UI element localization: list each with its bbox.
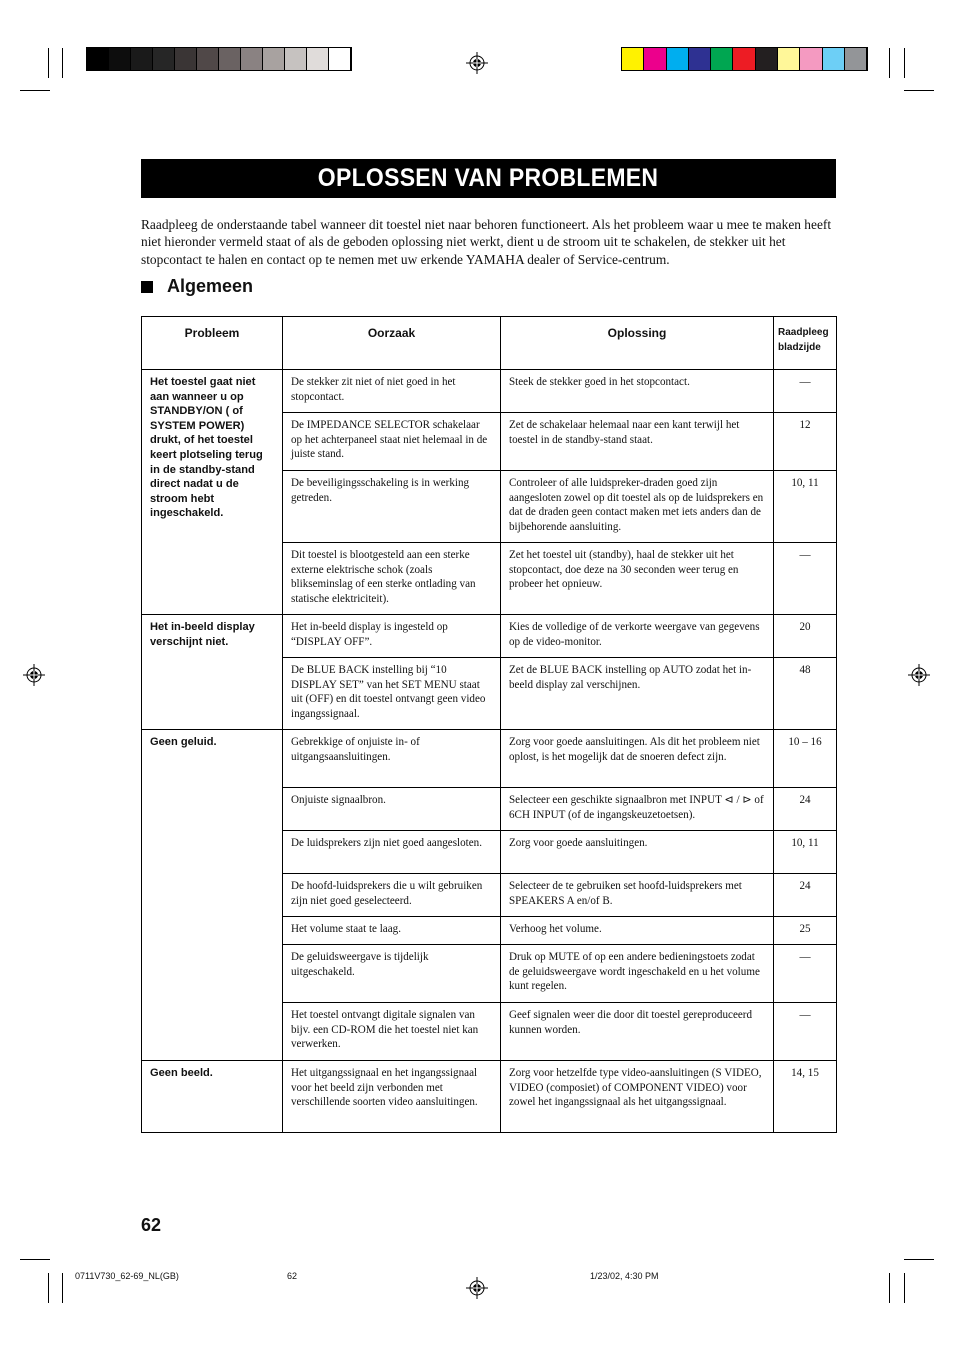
solution-cell: Selecteer de te gebruiken set hoofd-luidsprekers met SPEAKERS A en/of B.: [501, 874, 774, 917]
crop-mark: [904, 48, 905, 78]
solution-cell: Zet de BLUE BACK instelling op AUTO zodat het in-beeld display zal verschijnen.: [501, 658, 774, 730]
color-swatch: [845, 48, 867, 70]
square-bullet-icon: [141, 281, 153, 293]
reference-cell: 12: [774, 413, 837, 471]
crop-mark: [20, 1259, 50, 1260]
page-title-bar: [141, 159, 836, 198]
color-swatch: [644, 48, 666, 70]
header-reference-line2: bladzijde: [778, 342, 821, 353]
color-swatch: [689, 48, 711, 70]
reference-cell: 24: [774, 788, 837, 831]
intro-paragraph: Raadpleeg de onderstaande tabel wanneer dit toestel niet naar behoren functioneert. Als het probleem waar u mee te maken heeft niet hieronder vermeld staat of als de geboden oplossing niet werkt, dient u de stroom uit te schakelen, de stekker uit het stopcontact te halen en contact op te nemen met uw erkende YAMAHA dealer of Service-centrum.: [141, 217, 832, 267]
table-row: [142, 615, 837, 658]
color-swatch: [131, 48, 153, 70]
registration-mark-icon: [466, 1277, 488, 1299]
cause-cell: De hoofd-luidsprekers die u wilt gebruiken zijn niet goed geselecteerd.: [283, 874, 501, 917]
section-title: Algemeen: [167, 276, 254, 296]
reference-cell: —: [774, 945, 837, 1003]
cause-cell: Dit toestel is blootgesteld aan een sterke externe elektrische schok (zoals blikseminslag of een sterke ontlading van statische elektriciteit).: [283, 543, 501, 615]
cause-cell: Het in-beeld display is ingesteld op “DISPLAY OFF”.: [283, 615, 501, 658]
crop-mark: [62, 1273, 63, 1303]
page-title: OPLOSSEN VAN PROBLEMEN: [318, 164, 659, 192]
footer-date: 1/23/02, 4:30 PM: [590, 1271, 659, 1281]
cause-cell: Het volume staat te laag.: [283, 917, 501, 945]
reference-cell: —: [774, 1003, 837, 1061]
cause-cell: De beveiligingsschakeling is in werking getreden.: [283, 471, 501, 543]
solution-cell: Zorg voor goede aansluitingen.: [501, 831, 774, 874]
reference-cell: —: [774, 543, 837, 615]
cause-cell: Onjuiste signaalbron.: [283, 788, 501, 831]
table-row: [142, 1061, 837, 1133]
solution-cell: Steek de stekker goed in het stopcontact.: [501, 370, 774, 413]
crop-mark: [904, 1259, 934, 1260]
header-solution: Oplossing: [501, 317, 774, 370]
color-swatch: [307, 48, 329, 70]
footer-page: 62: [287, 1271, 298, 1281]
table-header-row: [142, 317, 837, 370]
solution-cell: Zet het toestel uit (standby), haal de stekker uit het stopcontact, doe deze na 30 seconden weer terug en probeer het opnieuw.: [501, 543, 774, 615]
process-color-bar: [621, 47, 868, 71]
crop-mark: [48, 48, 49, 78]
crop-mark: [20, 90, 50, 91]
table-row: [142, 370, 837, 413]
cause-cell: Het uitgangssignaal en het ingangssignaal voor het beeld zijn verbonden met verschillende soorten video aansluitingen.: [283, 1061, 501, 1133]
color-swatch: [823, 48, 845, 70]
reference-cell: 10 – 16: [774, 730, 837, 788]
grayscale-color-bar: [86, 47, 352, 71]
header-reference: [774, 317, 837, 370]
reference-cell: —: [774, 370, 837, 413]
footer-file: 0711V730_62-69_NL(GB): [75, 1271, 179, 1281]
reference-cell: 20: [774, 615, 837, 658]
color-swatch: [197, 48, 219, 70]
solution-cell: Geef signalen weer die door dit toestel gereproduceerd kunnen worden.: [501, 1003, 774, 1061]
reference-cell: 10, 11: [774, 831, 837, 874]
solution-cell: Zet de schakelaar helemaal naar een kant terwijl het toestel in de standby-stand staat.: [501, 413, 774, 471]
color-swatch: [329, 48, 351, 70]
color-swatch: [622, 48, 644, 70]
color-swatch: [756, 48, 778, 70]
crop-mark: [904, 90, 934, 91]
table-row: [142, 730, 837, 788]
color-swatch: [800, 48, 822, 70]
problem-cell: Het in-beeld display verschijnt niet.: [142, 615, 283, 730]
header-reference-line1: Raadpleeg: [778, 327, 829, 338]
solution-cell: Druk op MUTE of op een andere bedieningstoets zodat de geluidsweergave wordt ingeschakeld en u het volume kunt regelen.: [501, 945, 774, 1003]
crop-mark: [889, 48, 890, 78]
color-swatch: [175, 48, 197, 70]
color-swatch: [285, 48, 307, 70]
problem-cell: Geen beeld.: [142, 1061, 283, 1133]
crop-mark: [48, 1273, 49, 1303]
color-swatch: [263, 48, 285, 70]
registration-mark-icon: [466, 52, 488, 74]
crop-mark: [889, 1273, 890, 1303]
cause-cell: De BLUE BACK instelling bij “10 DISPLAY SET” van het SET MENU staat uit (OFF) en dit toestel ontvangt geen video ingangssignaal.: [283, 658, 501, 730]
color-swatch: [733, 48, 755, 70]
section-heading: [141, 276, 253, 297]
registration-mark-icon: [23, 664, 45, 686]
solution-cell: Kies de volledige of de verkorte weergave van gegevens op de video-monitor.: [501, 615, 774, 658]
color-swatch: [241, 48, 263, 70]
problem-cell: Het toestel gaat niet aan wanneer u op STANDBY/ON ( of SYSTEM POWER) drukt, of het toestel keert plotseling terug in de standby-stand direct nadat u de stroom hebt ingeschakeld.: [142, 370, 283, 615]
registration-mark-icon: [908, 664, 930, 686]
reference-cell: 48: [774, 658, 837, 730]
cause-cell: De geluidsweergave is tijdelijk uitgeschakeld.: [283, 945, 501, 1003]
solution-cell: Zorg voor hetzelfde type video-aansluitingen (S VIDEO, VIDEO (composiet) of COMPONENT VIDEO) voor zowel het ingangssignaal als het uitgangssignaal.: [501, 1061, 774, 1133]
reference-cell: 10, 11: [774, 471, 837, 543]
cause-cell: De IMPEDANCE SELECTOR schakelaar op het achterpaneel staat niet helemaal in de juiste stand.: [283, 413, 501, 471]
crop-mark: [904, 1273, 905, 1303]
solution-cell: Zorg voor goede aansluitingen. Als dit het probleem niet oplost, is het mogelijk dat de snoeren defect zijn.: [501, 730, 774, 788]
reference-cell: 14, 15: [774, 1061, 837, 1133]
color-swatch: [153, 48, 175, 70]
solution-cell: Selecteer een geschikte signaalbron met INPUT ⊲ / ⊳ of 6CH INPUT (of de ingangskeuzetoetsen).: [501, 788, 774, 831]
cause-cell: Gebrekkige of onjuiste in- of uitgangsaansluitingen.: [283, 730, 501, 788]
color-swatch: [87, 48, 109, 70]
cause-cell: De stekker zit niet of niet goed in het stopcontact.: [283, 370, 501, 413]
header-problem: Probleem: [142, 317, 283, 370]
cause-cell: Het toestel ontvangt digitale signalen van bijv. een CD-ROM die het toestel niet kan verwerken.: [283, 1003, 501, 1061]
color-swatch: [778, 48, 800, 70]
color-swatch: [109, 48, 131, 70]
page-number: 62: [141, 1215, 162, 1235]
header-cause: Oorzaak: [283, 317, 501, 370]
crop-mark: [62, 48, 63, 78]
solution-cell: Controleer of alle luidspreker-draden goed zijn aangesloten zowel op dit toestel als op de luidsprekers en dat de draden geen contact maken met iets anders dan de bijbehorende aansluiting.: [501, 471, 774, 543]
solution-cell: Verhoog het volume.: [501, 917, 774, 945]
reference-cell: 25: [774, 917, 837, 945]
color-swatch: [667, 48, 689, 70]
reference-cell: 24: [774, 874, 837, 917]
cause-cell: De luidsprekers zijn niet goed aangesloten.: [283, 831, 501, 874]
color-swatch: [711, 48, 733, 70]
problem-cell: Geen geluid.: [142, 730, 283, 1061]
troubleshooting-table: [141, 316, 837, 1133]
color-swatch: [219, 48, 241, 70]
